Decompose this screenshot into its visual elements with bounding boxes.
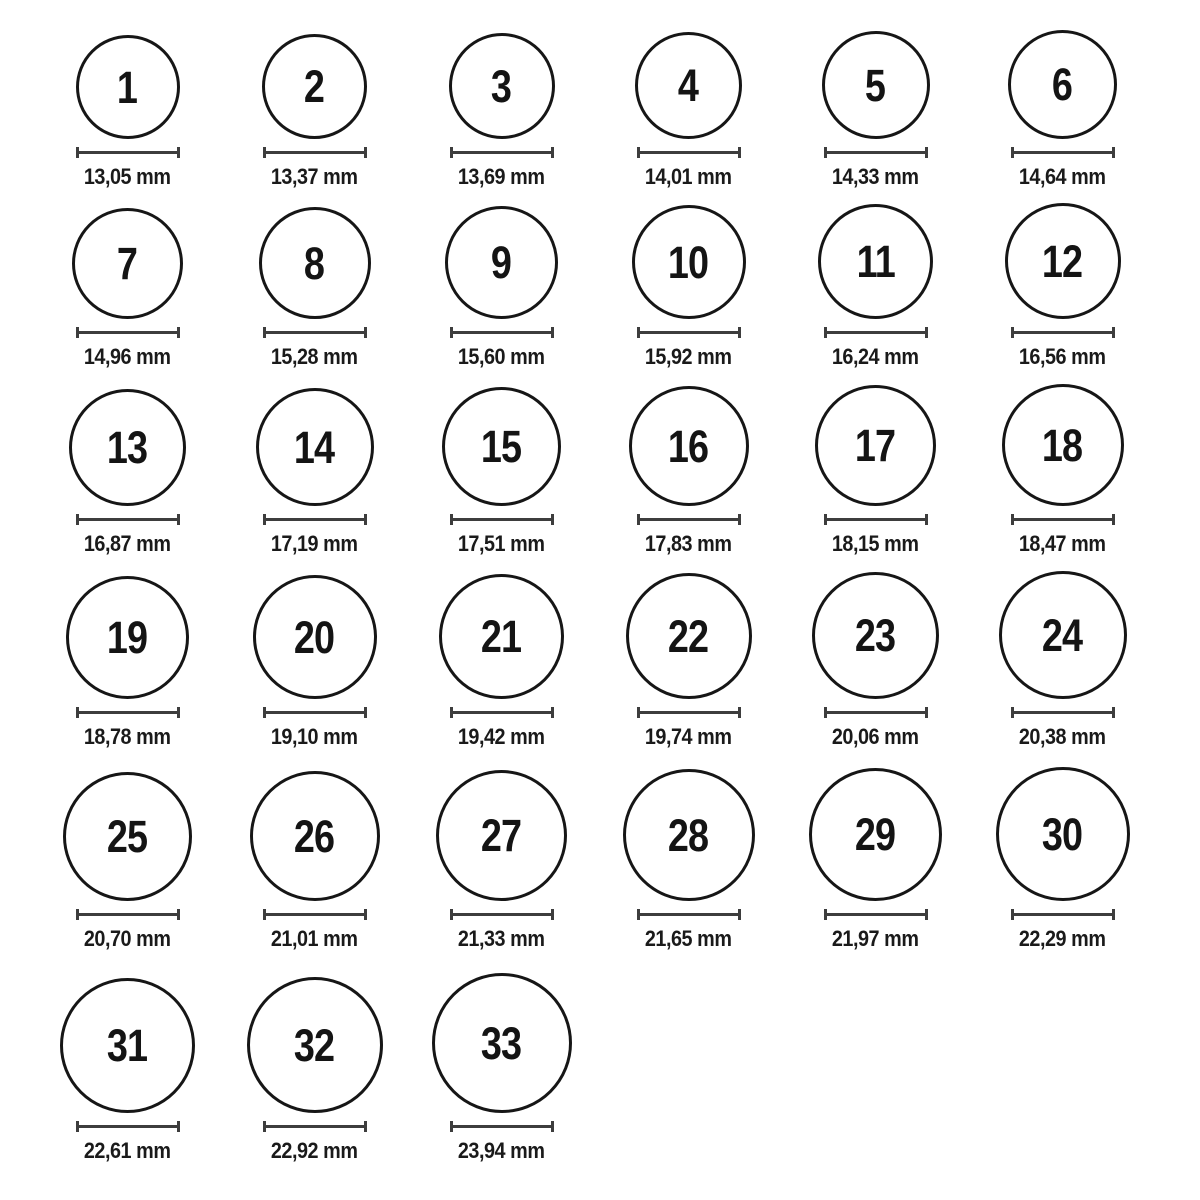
ring-size-cell-8	[221, 202, 408, 370]
ring-size-number: 17	[855, 420, 896, 471]
diameter-label: 21,33 mm	[458, 926, 545, 951]
ring-size-cell-3	[408, 28, 595, 190]
ruler-line	[1014, 331, 1112, 334]
diameter-label: 14,01 mm	[645, 164, 732, 189]
diameter-ruler-icon	[450, 909, 554, 920]
diameter-ruler-icon	[824, 514, 928, 525]
chart-row-5	[34, 766, 1156, 952]
ring-circle	[623, 769, 755, 901]
ruler-line	[266, 518, 364, 521]
diameter-label: 22,92 mm	[271, 1138, 358, 1163]
chart-row-2	[34, 202, 1156, 370]
ring-size-number: 30	[1042, 808, 1083, 860]
ruler-line	[79, 1125, 177, 1128]
ring-size-number: 21	[481, 611, 522, 662]
ring-size-cell-28	[595, 766, 782, 952]
ring-size-cell-12	[969, 202, 1156, 370]
ruler-line	[827, 913, 925, 916]
diameter-label: 15,60 mm	[458, 344, 545, 369]
diameter-label: 16,56 mm	[1019, 344, 1106, 369]
ruler-line	[827, 518, 925, 521]
ring-size-number: 6	[1052, 59, 1073, 110]
diameter-label: 14,33 mm	[832, 164, 919, 189]
diameter-label: 14,96 mm	[84, 344, 171, 369]
diameter-ruler-icon	[263, 707, 367, 718]
diameter-ruler-icon	[1011, 707, 1115, 718]
ruler-line	[640, 711, 738, 714]
ring-circle	[259, 207, 371, 319]
ruler-line	[266, 331, 364, 334]
ring-size-number: 8	[304, 237, 325, 289]
diameter-ruler-icon	[1011, 327, 1115, 338]
diameter-ruler-icon	[637, 707, 741, 718]
ruler-line	[453, 518, 551, 521]
ring-circle	[250, 771, 380, 901]
ruler-line	[453, 151, 551, 154]
ring-size-number: 16	[668, 420, 709, 472]
ring-size-cell-31	[34, 972, 221, 1164]
diameter-ruler-icon	[450, 707, 554, 718]
ruler-line	[453, 913, 551, 916]
ring-circle	[445, 206, 558, 319]
ring-size-number: 32	[294, 1019, 335, 1071]
ruler-line	[453, 1125, 551, 1128]
ring-size-number: 33	[481, 1017, 522, 1069]
chart-row-6	[34, 972, 595, 1164]
diameter-ruler-icon	[1011, 909, 1115, 920]
ring-size-number: 5	[865, 59, 886, 111]
diameter-label: 19,74 mm	[645, 724, 732, 749]
ring-size-cell-16	[595, 383, 782, 557]
ring-size-number: 23	[855, 610, 896, 661]
ring-size-number: 1	[117, 61, 138, 113]
ring-circle	[626, 573, 752, 699]
diameter-ruler-icon	[1011, 514, 1115, 525]
diameter-ruler-icon	[637, 327, 741, 338]
diameter-label: 15,28 mm	[271, 344, 358, 369]
diameter-ruler-icon	[76, 514, 180, 525]
ring-circle	[436, 770, 567, 901]
diameter-label: 17,51 mm	[458, 531, 545, 556]
ruler-line	[453, 331, 551, 334]
ring-size-number: 28	[668, 809, 709, 861]
ring-circle	[442, 387, 561, 506]
ring-size-number: 25	[107, 811, 148, 862]
ring-circle	[1008, 30, 1117, 139]
diameter-ruler-icon	[263, 909, 367, 920]
ring-size-cell-21	[408, 570, 595, 750]
diameter-label: 19,42 mm	[458, 724, 545, 749]
ruler-line	[827, 711, 925, 714]
ring-size-cell-7	[34, 202, 221, 370]
ring-size-cell-24	[969, 570, 1156, 750]
diameter-ruler-icon	[76, 1121, 180, 1132]
ring-size-cell-33	[408, 972, 595, 1164]
diameter-ruler-icon	[76, 327, 180, 338]
ring-size-cell-2	[221, 28, 408, 190]
diameter-label: 16,24 mm	[832, 344, 919, 369]
ring-circle	[809, 768, 942, 901]
diameter-label: 16,87 mm	[84, 531, 171, 556]
ring-size-number: 10	[668, 236, 709, 288]
ring-size-cell-15	[408, 383, 595, 557]
ring-size-cell-32	[221, 972, 408, 1164]
ring-size-cell-26	[221, 766, 408, 952]
ring-size-number: 9	[491, 237, 512, 288]
ring-size-number: 7	[117, 238, 138, 289]
diameter-label: 13,37 mm	[271, 164, 358, 189]
ring-circle	[629, 386, 749, 506]
ring-circle	[63, 772, 192, 901]
diameter-ruler-icon	[263, 327, 367, 338]
ring-size-cell-4	[595, 28, 782, 190]
ring-size-number: 12	[1042, 235, 1083, 287]
diameter-label: 20,06 mm	[832, 724, 919, 749]
ring-size-cell-23	[782, 570, 969, 750]
ring-circle	[262, 34, 367, 139]
diameter-label: 22,29 mm	[1019, 926, 1106, 951]
ring-size-cell-27	[408, 766, 595, 952]
diameter-label: 21,01 mm	[271, 926, 358, 951]
diameter-ruler-icon	[263, 1121, 367, 1132]
chart-row-1	[34, 28, 1156, 190]
diameter-ruler-icon	[76, 147, 180, 158]
ring-circle	[60, 978, 195, 1113]
diameter-label: 19,10 mm	[271, 724, 358, 749]
ring-size-number: 22	[668, 610, 709, 662]
ring-circle	[818, 204, 933, 319]
diameter-ruler-icon	[450, 514, 554, 525]
diameter-label: 21,65 mm	[645, 926, 732, 951]
ruler-line	[266, 1125, 364, 1128]
diameter-label: 20,38 mm	[1019, 724, 1106, 749]
diameter-label: 13,05 mm	[84, 164, 171, 189]
ring-size-number: 14	[294, 421, 335, 473]
ruler-line	[827, 331, 925, 334]
ring-circle	[632, 205, 746, 319]
diameter-label: 18,15 mm	[832, 531, 919, 556]
ruler-line	[266, 711, 364, 714]
ring-size-cell-1	[34, 28, 221, 190]
ring-size-number: 19	[107, 612, 148, 663]
ring-circle	[812, 572, 939, 699]
ring-size-cell-13	[34, 383, 221, 557]
ring-size-number: 31	[107, 1020, 148, 1071]
ruler-line	[640, 151, 738, 154]
chart-row-3	[34, 383, 1156, 557]
ruler-line	[79, 913, 177, 916]
diameter-ruler-icon	[450, 147, 554, 158]
ring-size-number: 13	[107, 422, 148, 473]
diameter-ruler-icon	[824, 327, 928, 338]
diameter-label: 21,97 mm	[832, 926, 919, 951]
diameter-ruler-icon	[263, 147, 367, 158]
ring-circle	[72, 208, 183, 319]
diameter-label: 18,78 mm	[84, 724, 171, 749]
diameter-ruler-icon	[637, 147, 741, 158]
diameter-label: 13,69 mm	[458, 164, 545, 189]
diameter-ruler-icon	[824, 707, 928, 718]
ring-size-number: 27	[481, 810, 522, 861]
diameter-ruler-icon	[1011, 147, 1115, 158]
ring-circle	[256, 388, 374, 506]
ring-size-cell-17	[782, 383, 969, 557]
ruler-line	[1014, 518, 1112, 521]
ruler-line	[1014, 711, 1112, 714]
ring-size-cell-30	[969, 766, 1156, 952]
ring-circle	[815, 385, 936, 506]
ring-circle	[1005, 203, 1121, 319]
ruler-line	[640, 518, 738, 521]
diameter-label: 17,83 mm	[645, 531, 732, 556]
ring-circle	[66, 576, 189, 699]
ring-size-number: 4	[678, 60, 699, 111]
ring-size-cell-18	[969, 383, 1156, 557]
ruler-line	[266, 913, 364, 916]
diameter-label: 18,47 mm	[1019, 531, 1106, 556]
ring-size-number: 2	[304, 61, 325, 112]
ring-size-cell-25	[34, 766, 221, 952]
diameter-ruler-icon	[450, 327, 554, 338]
ring-circle	[822, 31, 930, 139]
diameter-ruler-icon	[450, 1121, 554, 1132]
ring-circle	[996, 767, 1130, 901]
ring-size-cell-14	[221, 383, 408, 557]
ring-size-cell-11	[782, 202, 969, 370]
ring-circle	[999, 571, 1127, 699]
ring-size-cell-6	[969, 28, 1156, 190]
ring-size-number: 11	[856, 236, 895, 287]
chart-row-4	[34, 570, 1156, 750]
diameter-label: 23,94 mm	[458, 1138, 545, 1163]
ring-circle	[449, 33, 555, 139]
diameter-ruler-icon	[263, 514, 367, 525]
ring-size-cell-5	[782, 28, 969, 190]
ruler-line	[79, 151, 177, 154]
diameter-label: 20,70 mm	[84, 926, 171, 951]
ring-size-cell-29	[782, 766, 969, 952]
ring-circle	[69, 389, 186, 506]
ring-size-number: 26	[294, 810, 335, 862]
ring-size-cell-9	[408, 202, 595, 370]
ruler-line	[266, 151, 364, 154]
ring-size-cell-19	[34, 570, 221, 750]
diameter-ruler-icon	[76, 707, 180, 718]
ring-circle	[635, 32, 742, 139]
ruler-line	[827, 151, 925, 154]
ruler-line	[79, 518, 177, 521]
diameter-ruler-icon	[637, 514, 741, 525]
ruler-line	[640, 913, 738, 916]
diameter-label: 22,61 mm	[84, 1138, 171, 1163]
ruler-line	[640, 331, 738, 334]
ring-size-cell-10	[595, 202, 782, 370]
ring-circle	[253, 575, 377, 699]
ring-size-number: 20	[294, 611, 335, 663]
ring-size-number: 24	[1042, 609, 1083, 661]
ruler-line	[1014, 151, 1112, 154]
ring-size-cell-22	[595, 570, 782, 750]
ruler-line	[79, 711, 177, 714]
ring-circle	[432, 973, 572, 1113]
diameter-label: 17,19 mm	[271, 531, 358, 556]
diameter-ruler-icon	[637, 909, 741, 920]
ring-size-cell-20	[221, 570, 408, 750]
diameter-ruler-icon	[824, 147, 928, 158]
ring-size-number: 3	[491, 60, 512, 112]
ring-circle	[439, 574, 564, 699]
diameter-label: 15,92 mm	[645, 344, 732, 369]
ruler-line	[79, 331, 177, 334]
ring-size-number: 18	[1042, 419, 1083, 471]
ruler-line	[1014, 913, 1112, 916]
ring-size-number: 15	[481, 421, 522, 472]
ring-circle	[1002, 384, 1124, 506]
ruler-line	[453, 711, 551, 714]
diameter-ruler-icon	[76, 909, 180, 920]
ring-circle	[247, 977, 383, 1113]
ring-circle	[76, 35, 180, 139]
diameter-label: 14,64 mm	[1019, 164, 1106, 189]
diameter-ruler-icon	[824, 909, 928, 920]
ring-size-number: 29	[855, 809, 896, 860]
